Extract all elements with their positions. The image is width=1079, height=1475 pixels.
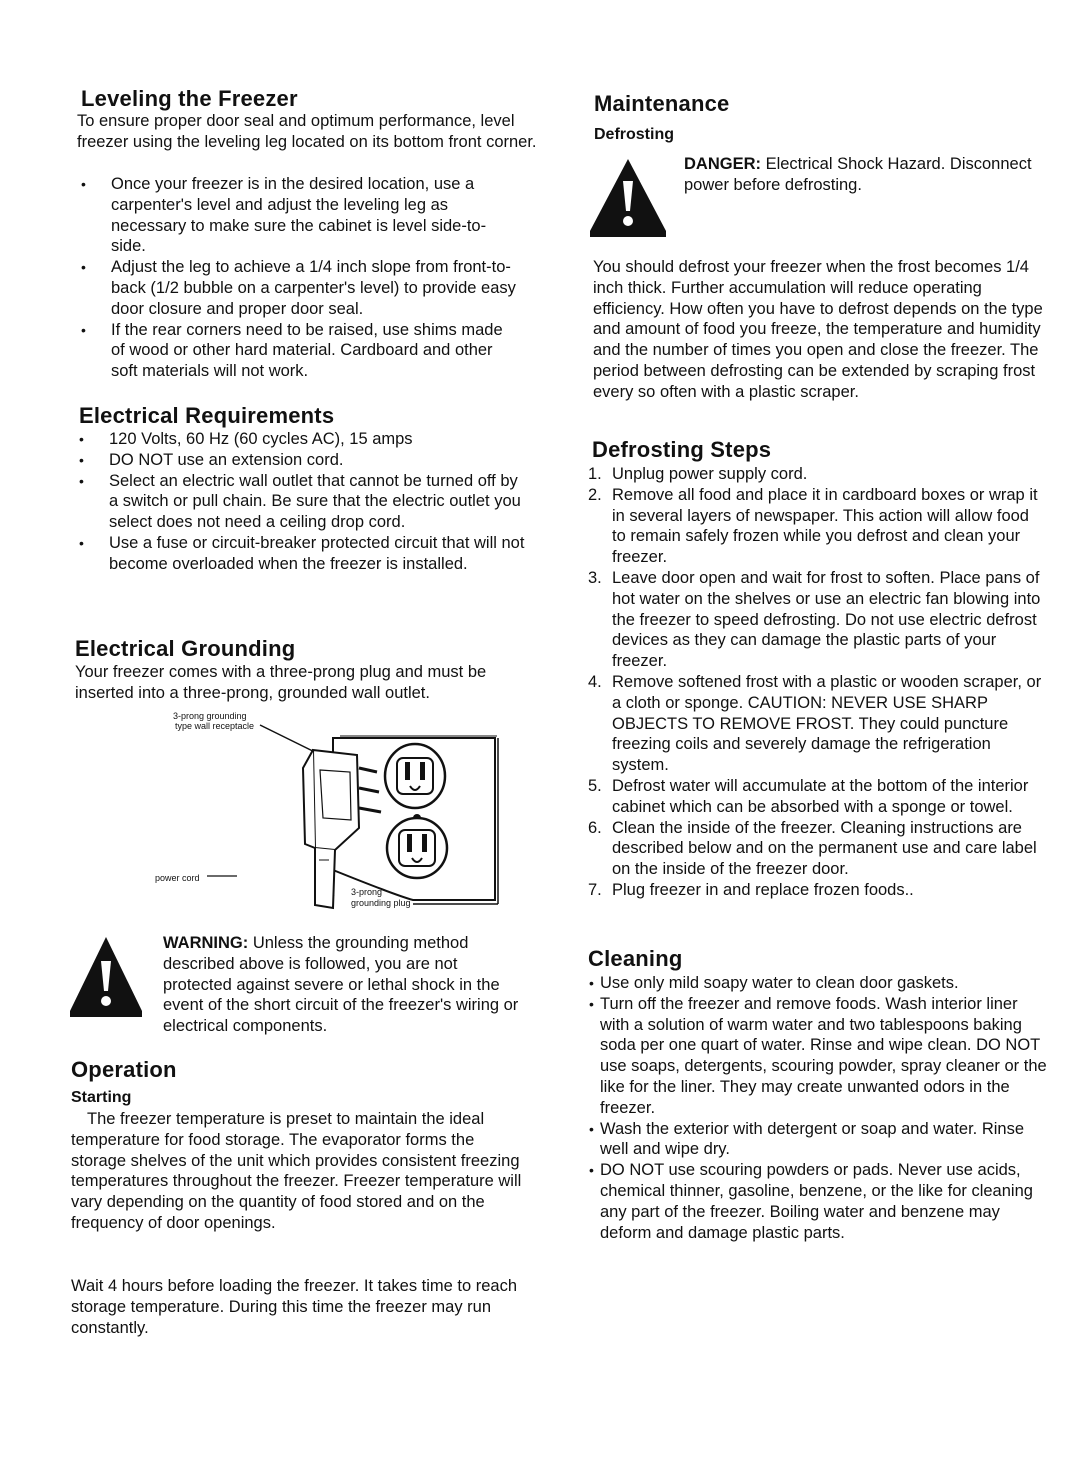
list-item: • Use only mild soapy water to clean door gaskets. <box>588 973 1048 994</box>
list-item: • 120 Volts, 60 Hz (60 cycles AC), 15 amps <box>75 429 525 450</box>
warning-body: Unless the grounding method described above is followed, you are not protected against severe or lethal shock in the event of the short circuit of the freezer's wiring or electrical components. <box>163 934 519 1036</box>
leveling-heading: Leveling the Freezer <box>81 86 298 111</box>
electrical-grounding-text: Your freezer comes with a three-prong plug and must be inserted into a three-prong, grounded wall outlet. <box>75 663 487 702</box>
plug-label-line1: 3-prong <box>351 887 383 897</box>
plug-receptacle-illustration <box>145 700 505 925</box>
list-item: 3. Leave door open and wait for frost to soften. Place pans of hot water on the shelves or use an electric fan blowing into the freezer to speed defrosting. Do not use electric defrost devices as they can damage the plastic parts of your freezer. <box>588 568 1041 671</box>
list-item: • Turn off the freezer and remove foods. Wash interior liner with a solution of warm water and two tablespoons baking soda per one quart of water. Rinse and wipe clean. DO NOT use soaps, detergents, scouring powder, spray cleaner or the like for the liner. They may create unwanted odors in the freezer. <box>588 994 1048 1119</box>
warning-icon <box>70 935 142 1017</box>
danger-icon <box>590 157 666 237</box>
receptacle-label-line2: type wall receptacle <box>175 721 255 731</box>
maintenance-heading: Maintenance <box>594 91 730 116</box>
list-item: • DO NOT use an extension cord. <box>75 450 525 471</box>
electrical-requirements-list <box>75 429 525 575</box>
warning-label: WARNING: <box>163 934 249 952</box>
operation-paragraph-2: Wait 4 hours before loading the freezer. It takes time to reach storage temperature. During this time the freezer may run constantly. <box>71 1277 518 1337</box>
receptacle-label-line1: 3-prong grounding <box>173 711 247 721</box>
list-item: • If the rear corners need to be raised, use shims made of wood or other hard material. Cardboard and other soft materials will not work. <box>77 320 517 382</box>
defrosting-steps-list <box>588 464 1043 901</box>
list-item: • DO NOT use scouring powders or pads. Never use acids, chemical thinner, gasoline, benzene, or the like for cleaning any part of the freezer. Boiling water and benzene may deform and damage plastic parts. <box>588 1160 1048 1243</box>
list-item: • Select an electric wall outlet that cannot be turned off by a switch or pull chain. Be sure that the electric outlet you select does not need a ceiling drop cord. <box>75 471 525 533</box>
list-item: 2. Remove all food and place it in cardboard boxes or wrap it in several layers of newspaper. This action will allow food to remain safely frozen while you defrost and clean your freezer. <box>588 485 1038 567</box>
defrosting-subheading: Defrosting <box>594 126 674 143</box>
electrical-grounding-heading: Electrical Grounding <box>75 636 296 661</box>
warning-text <box>163 933 525 1037</box>
list-item: 4. Remove softened frost with a plastic or wooden scraper, or a cloth or sponge. CAUTION: NEVER USE SHARP OBJECTS TO REMOVE FROST. They could puncture freezing coils and severely damage the refrigeration system. <box>588 672 1042 775</box>
operation-paragraph-1: The freezer temperature is preset to maintain the ideal temperature for food storage. The evaporator forms the storage shelves of the unit which provides consistent freezing temperatures throughout the freezer. Freezer temperature will vary depending on the quantity of food stored and on the frequency of door openings. <box>71 1110 522 1232</box>
leveling-list <box>77 174 517 382</box>
danger-body: Electrical Shock Hazard. Disconnect power before defrosting. <box>684 155 1032 194</box>
list-item: 5. Defrost water will accumulate at the bottom of the interior cabinet which can be absorbed with a sponge or towel. <box>588 776 1029 816</box>
starting-subheading: Starting <box>71 1089 132 1106</box>
operation-heading: Operation <box>71 1057 177 1082</box>
list-item: • Once your freezer is in the desired location, use a carpenter's level and adjust the leveling leg as necessary to make sure the cabinet is level side-to-side. <box>77 174 517 257</box>
danger-label: DANGER: <box>684 155 761 173</box>
danger-text <box>684 154 1056 196</box>
plug-label-line2: grounding plug <box>351 898 411 908</box>
cleaning-list <box>588 973 1048 1243</box>
grounding-figure <box>145 700 505 925</box>
defrosting-steps-heading: Defrosting Steps <box>592 437 772 462</box>
list-item: 7. Plug freezer in and replace frozen foods.. <box>588 880 914 899</box>
cleaning-heading: Cleaning <box>588 946 683 971</box>
list-item: • Adjust the leg to achieve a 1/4 inch slope from front-to-back (1/2 bubble on a carpenter's level) to provide easy door closure and proper door seal. <box>77 257 517 319</box>
defrost-intro: You should defrost your freezer when the frost becomes 1/4 inch thick. Further accumulation will reduce operating efficiency. How often you have to defrost depends on the type and amount of food you freeze, the temperature and humidity and the number of times you open and close the freezer. The period between defrosting can be extended by scraping frost every so often with a plastic scraper. <box>593 258 1043 401</box>
power-cord-label: power cord <box>155 873 200 883</box>
list-item: 6. Clean the inside of the freezer. Cleaning instructions are described below and on the permanent use and care label on the inside of the freezer door. <box>588 818 1037 879</box>
list-item: • Use a fuse or circuit-breaker protected circuit that will not become overloaded when the freezer is installed. <box>75 533 525 575</box>
leveling-intro: To ensure proper door seal and optimum performance, level freezer using the leveling leg located on its bottom front corner. <box>77 112 537 151</box>
list-item: 1. Unplug power supply cord. <box>588 465 808 483</box>
list-item: • Wash the exterior with detergent or soap and water. Rinse well and wipe dry. <box>588 1119 1048 1161</box>
electrical-requirements-heading: Electrical Requirements <box>79 403 335 428</box>
